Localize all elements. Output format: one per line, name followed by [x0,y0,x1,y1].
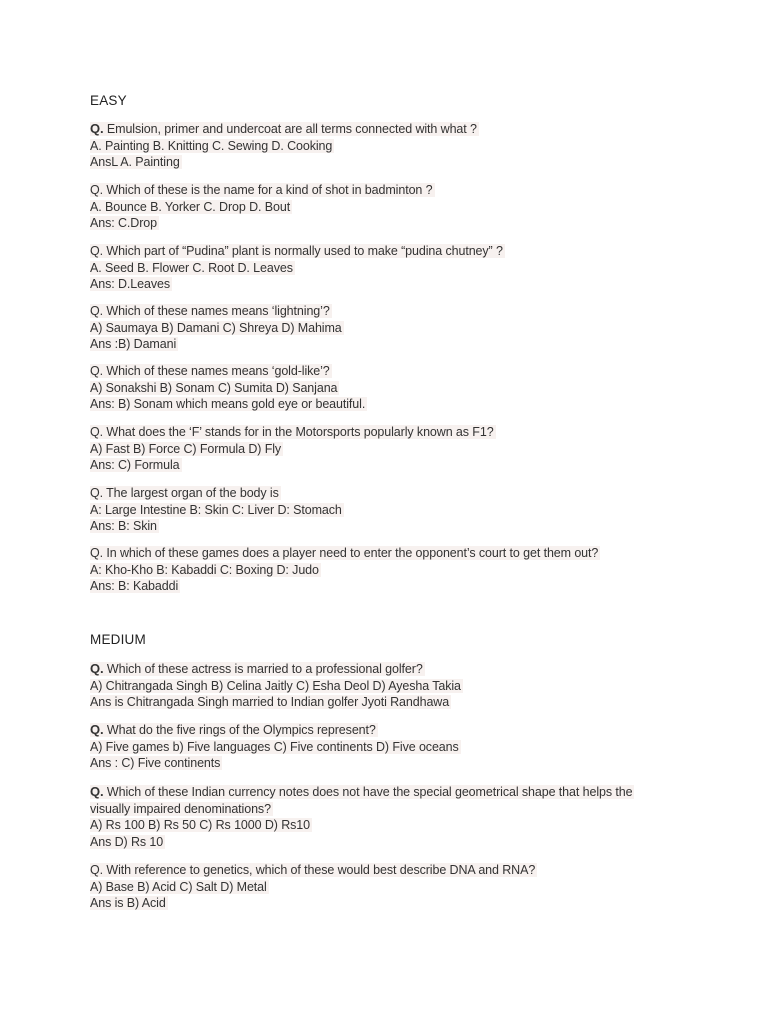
question-block [90,661,690,711]
section-title-easy: EASY [90,93,127,108]
question-prefix: Q. [90,661,104,676]
question-answer: Ans: C.Drop [90,216,157,230]
question-options: A. Seed B. Flower C. Root D. Leaves [90,260,293,275]
question-block [90,121,690,171]
question-text: Q. The largest organ of the body is [90,486,279,500]
question-options: A) Sonakshi B) Sonam C) Sumita D) Sanjana [90,380,338,395]
question-options: A. Painting B. Knitting C. Sewing D. Cooking [90,138,333,153]
question-prefix: Q. [90,784,104,799]
question-text: Q. Which of these is the name for a kind of shot in badminton ? [90,183,433,197]
question-block [90,243,690,293]
question-options: A) Saumaya B) Damani C) Shreya D) Mahima [90,320,342,335]
question-answer: AnsL A. Painting [90,155,180,169]
question-options: A) Five games b) Five languages C) Five continents D) Five oceans [90,739,459,754]
question-answer: Ans: C) Formula [90,458,180,472]
question-answer: Ans :B) Damani [90,337,177,351]
question-text: Which of these Indian currency notes does not have the special geometrical shape that helps the [103,785,633,799]
question-block [90,182,690,232]
question-answer: Ans: B: Kabaddi [90,579,179,593]
question-text-continued: visually impaired denominations? [90,801,271,816]
question-block [90,784,690,850]
question-block [90,424,690,474]
question-block [90,545,690,595]
question-block [90,485,690,535]
question-text: What do the five rings of the Olympics represent? [103,723,376,737]
question-block [90,862,690,912]
question-options: A: Kho-Kho B: Kabaddi C: Boxing D: Judo [90,562,319,577]
question-text: Q. Which part of “Pudina” plant is normally used to make “pudina chutney” ? [90,244,503,258]
question-block [90,722,690,772]
question-options: A. Bounce B. Yorker C. Drop D. Bout [90,199,291,214]
question-text: Which of these actress is married to a professional golfer? [103,662,423,676]
question-answer: Ans is B) Acid [90,896,166,910]
question-options: A: Large Intestine B: Skin C: Liver D: Stomach [90,502,342,517]
question-answer: Ans is Chitrangada Singh married to Indian golfer Jyoti Randhawa [90,695,450,709]
question-options: A) Base B) Acid C) Salt D) Metal [90,879,267,894]
question-answer: Ans: B) Sonam which means gold eye or beautiful. [90,397,366,411]
question-text: Q. In which of these games does a player need to enter the opponent’s court to get them out? [90,546,599,560]
question-answer: Ans: D.Leaves [90,277,170,291]
section-title-medium: MEDIUM [90,632,146,647]
question-text: Q. Which of these names means ‘gold-like’? [90,364,330,378]
question-block [90,363,690,413]
question-prefix: Q. [90,722,104,737]
question-block [90,303,690,353]
question-options: A) Rs 100 B) Rs 50 C) Rs 1000 D) Rs10 [90,818,310,832]
question-answer: Ans : C) Five continents [90,756,221,770]
question-options: A) Fast B) Force C) Formula D) Fly [90,441,282,456]
question-text: Q. With reference to genetics, which of these would best describe DNA and RNA? [90,863,536,877]
question-answer: Ans: B: Skin [90,519,157,533]
question-options: A) Chitrangada Singh B) Celina Jaitly C) Esha Deol D) Ayesha Takia [90,678,461,693]
question-prefix: Q. [90,121,104,136]
question-answer: Ans D) Rs 10 [90,834,164,849]
question-text: Q. What does the ‘F’ stands for in the Motorsports popularly known as F1? [90,425,494,439]
question-text: Emulsion, primer and undercoat are all terms connected with what ? [103,122,477,136]
question-text: Q. Which of these names means ‘lightning’? [90,304,330,318]
